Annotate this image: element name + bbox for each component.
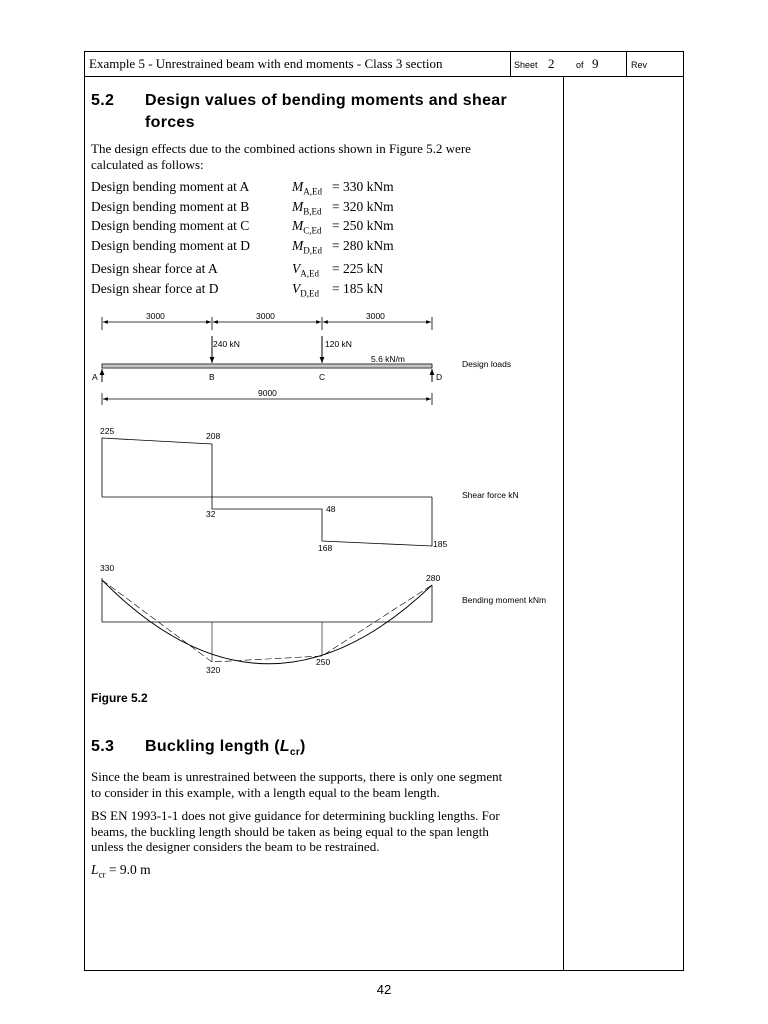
example-title: Example 5 - Unrestrained beam with end moments - Class 3 section [89,56,443,71]
moment-value: 280 [426,573,441,583]
paragraph: Since the beam is unrestrained between the supports, there is only one segment to consider in this example, with a length equal to the beam length. [91,769,503,800]
support-label: C [319,372,326,382]
moment-value: 250 [316,657,331,667]
sheet-total: 9 [592,56,599,71]
shear-value: 225 [100,426,115,436]
lcr-value: $L_{cr} = 9.0$ m [91,862,151,880]
intro-line: calculated as follows: [91,156,204,172]
shear-value: 168 [318,543,333,553]
load-label: 5.6 kN/m [371,354,406,364]
figure-label: Figure 5.2 [91,691,148,705]
shear-value: 32 [206,509,216,519]
of-label: of [576,60,584,70]
dim-label: 3000 [256,311,275,321]
shear-diagram [102,438,432,546]
support-label: A [92,372,98,382]
figure-caption: Design loads [462,359,512,369]
shear-value: 48 [326,504,336,514]
section-number: 5.3 [91,738,115,755]
sheet-number: 2 [548,56,555,71]
shear-value: 208 [206,431,221,441]
section-title-line1: Design values of bending moments and shear [145,92,508,109]
intro-line: The design effects due to the combined actions shown in Figure 5.2 were [91,141,471,156]
page-number: 42 [376,982,392,997]
section-number: 5.2 [91,92,115,109]
rev-label: Rev [631,60,648,70]
moment-diagram-dashed [102,580,432,662]
shear-value: 185 [433,539,448,549]
load-label: 120 kN [325,339,352,349]
figure-caption: Bending moment kNm [462,595,547,605]
dim-label: 3000 [366,311,385,321]
section-5-3-heading: 5.3 Buckling length $(L_{cr})$ [91,738,306,759]
paragraph: BS EN 1993-1-1 does not give guidance for determining buckling lengths. For beams, the buckling length should be taken as being equal to the span length unless the designer considers the beam to be restrained. [91,808,500,854]
dim-label: 3000 [146,311,165,321]
section-title: Buckling length ( [145,738,280,755]
support-label: B [209,372,215,382]
section-title-line2: forces [145,114,195,131]
figure-caption: Shear force kN [462,490,519,500]
moment-value: 320 [206,665,221,675]
load-label: 240 kN [213,339,240,349]
support-label: D [436,372,443,382]
dim-label: 9000 [258,388,277,398]
moment-value: 330 [100,563,115,573]
sheet-label: Sheet [514,60,538,70]
